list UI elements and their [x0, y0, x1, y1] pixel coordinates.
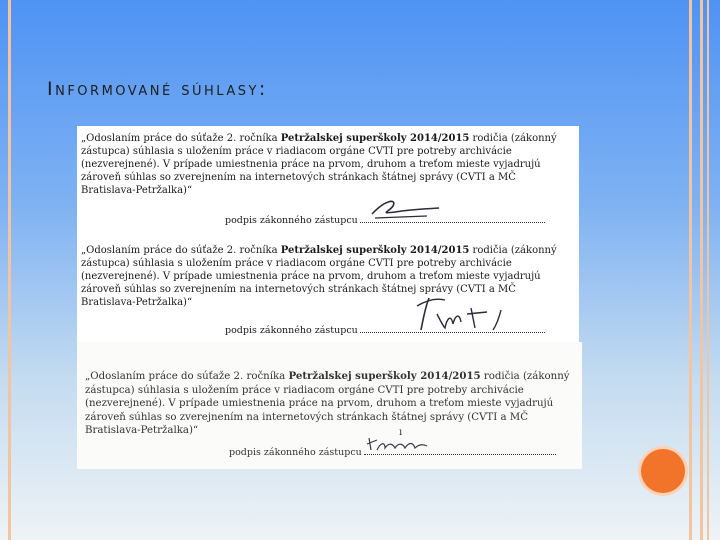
right-decorative-band	[700, 0, 703, 540]
consent-text-bold: Petržalskej superškoly 2014/2015	[280, 245, 470, 256]
signature-dotted-line	[364, 446, 556, 455]
signature-line	[225, 214, 545, 226]
signature-line	[225, 324, 545, 336]
right-decorative-band	[689, 0, 692, 540]
consent-text-part: „Odoslaním práce do súťaže 2. ročníka	[81, 133, 281, 144]
consent-text-part: rodičia (zákonný zástupca) súhlasia s uložením práce v riadiacom orgáne CVTI pre potreby archivácie (nezverejnené). V prípade umiestnenia práce na prvom, druhom a treťom mieste vyjadrujú zároveň súhlas so zverejnením na internetových stránkach štátnej správy (CVTI a MČ Bratislava-Petržalka)“	[85, 371, 570, 436]
consent-text-bold: Petržalskej superškoly 2014/2015	[280, 133, 470, 144]
consent-text-part: „Odoslaním práce do súťaže 2. ročníka	[81, 245, 281, 256]
signature-dotted-line	[360, 324, 545, 333]
consent-document-scan	[77, 126, 579, 238]
signature-label: podpis zákonného zástupcu	[225, 215, 358, 226]
consent-text-part: rodičia (zákonný zástupca) súhlasia s uložením práce v riadiacom orgáne CVTI pre potreby archivácie (nezverejnené). V prípade umiestnenia práce na prvom, druhom a treťom mieste vyjadrujú zároveň súhlas so zverejnením na internetových stránkach štátnej správy (CVTI a MČ Bratislava-Petržalka)“	[81, 133, 557, 196]
signature-label: podpis zákonného zástupcu	[225, 325, 358, 336]
left-decorative-band	[8, 0, 11, 540]
consent-document-scan	[77, 342, 582, 469]
right-decorative-band	[707, 0, 709, 540]
slide-title: Informované súhlasy:	[47, 78, 268, 100]
consent-document-scan	[77, 238, 579, 342]
signature-label: podpis zákonného zástupcu	[229, 447, 362, 458]
consent-statement	[85, 370, 576, 438]
consent-text-part: „Odoslaním práce do súťaže 2. ročníka	[85, 371, 289, 382]
consent-statement	[81, 132, 573, 197]
signature-line	[229, 446, 556, 458]
ink-mark: ı	[399, 427, 403, 438]
signature-dotted-line	[360, 214, 545, 223]
consent-text-bold: Petržalskej superškoly 2014/2015	[288, 370, 481, 382]
decorative-orange-circle	[641, 449, 685, 493]
consent-text-part: rodičia (zákonný zástupca) súhlasia s uložením práce v riadiacom orgáne CVTI pre potreby archivácie (nezverejnené). V prípade umiestnenia práce na prvom, druhom a treťom mieste vyjadrujú zároveň súhlas so zverejnením na internetových stránkach štátnej správy (CVTI a MČ Bratislava-Petržalka)“	[81, 245, 557, 308]
